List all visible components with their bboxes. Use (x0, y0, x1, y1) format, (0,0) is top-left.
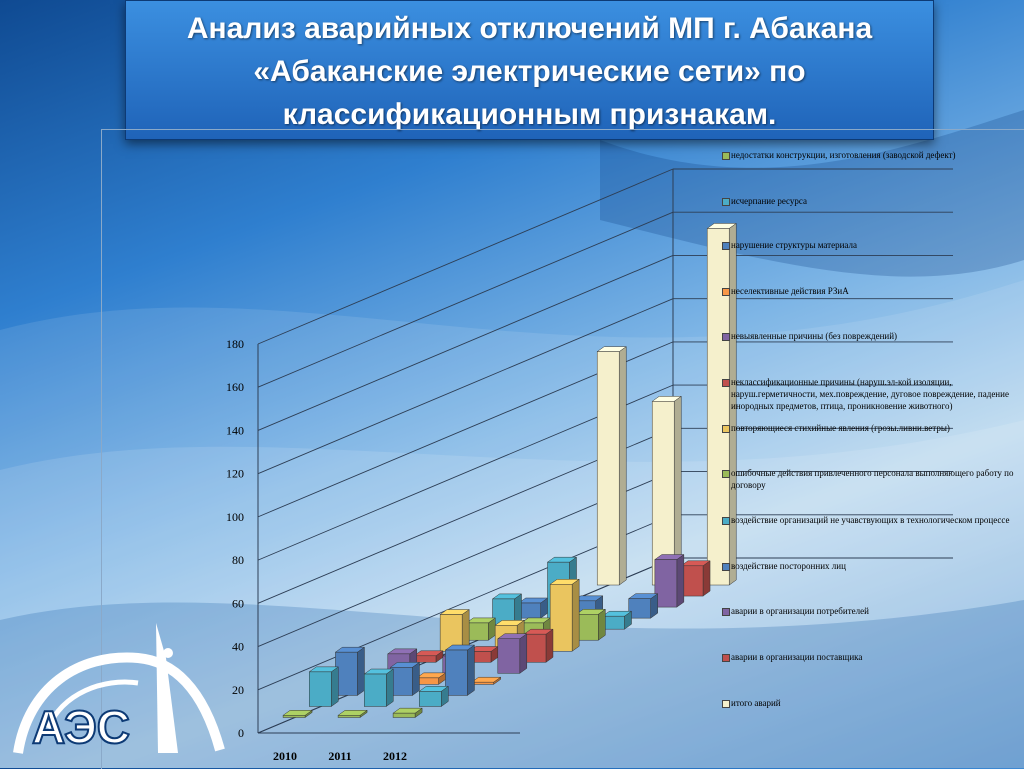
bar (498, 634, 527, 674)
legend-label: невыявленные причины (без повреждений) (731, 331, 898, 341)
bar-side (546, 629, 553, 662)
bar (390, 662, 419, 695)
y-tick-label: 0 (238, 726, 244, 740)
bar (364, 669, 393, 706)
bar (681, 561, 710, 596)
legend-label: нарушение структуры материала (731, 240, 857, 250)
bar (445, 645, 474, 695)
title-line-2: «Абаканские электрические сети» по (253, 55, 806, 88)
bar (466, 618, 495, 640)
title-line-1: Анализ аварийных отключений МП г. Абакана (186, 12, 873, 45)
bar-side (412, 662, 419, 695)
bar-front (519, 603, 541, 618)
bar (414, 651, 443, 662)
bar-front (283, 715, 305, 717)
bar-side (467, 645, 474, 695)
bar (603, 611, 632, 629)
legend-swatch (722, 654, 730, 662)
bar-front (338, 715, 360, 717)
bar (417, 673, 446, 684)
legend-label: аварии в организации потребителей (731, 606, 869, 616)
bar-front (390, 667, 412, 695)
bar (550, 579, 579, 651)
legend-label: воздействие организаций не учавствующих в технологическом процессе (731, 515, 1010, 525)
bar-front (524, 634, 546, 662)
bar-side (572, 579, 579, 651)
y-tick-label: 20 (232, 682, 244, 697)
gridline (258, 169, 673, 344)
bar (519, 598, 548, 618)
bar-front (445, 650, 467, 695)
x-category-label: 2012 (383, 749, 407, 763)
bar-front (603, 616, 625, 629)
legend-swatch (722, 242, 730, 250)
legend-swatch (722, 152, 730, 160)
legend-label: повторяющиеся стихийные явления (грозы.ливни.ветры) (731, 423, 950, 433)
legend-label: неселективные действия РЗиА (731, 286, 849, 296)
legend-swatch (722, 608, 730, 616)
bar-front (498, 639, 520, 674)
bar-front (655, 560, 677, 608)
bar-front (472, 682, 494, 684)
title-line-3: классификационным признакам. (282, 98, 777, 131)
bar-front (466, 623, 488, 640)
bar-front (576, 614, 598, 640)
bar-side (598, 609, 605, 640)
bar (472, 677, 501, 684)
y-tick-label: 60 (232, 596, 244, 611)
bar (335, 647, 364, 695)
bar (393, 708, 422, 717)
legend-swatch (722, 563, 730, 571)
bar (309, 667, 338, 707)
legend-swatch (722, 517, 730, 525)
bar (338, 710, 367, 717)
legend-label: неклассификационные причины (наруш.эл-кой изоляции, наруш.герметичности, мех.повреждение, дуговое повреждение, падение инородных предметов, птица, проникновение животного) (731, 377, 1009, 411)
y-axis-ticks (226, 337, 244, 740)
y-tick-label: 180 (226, 337, 244, 351)
legend-swatch (722, 198, 730, 206)
x-category-label: 2011 (328, 749, 352, 763)
bar-front (707, 228, 729, 585)
bars (283, 223, 736, 717)
bar-side (386, 669, 393, 706)
bar (629, 594, 658, 618)
bar-side (619, 347, 626, 585)
legend-label: недостатки конструкции, изготовления (заводской дефект) (731, 150, 956, 160)
bar-front (597, 352, 619, 585)
bar-front (419, 691, 441, 706)
bar-front (414, 656, 436, 662)
bar-front (335, 652, 357, 695)
logo-text: АЭС (32, 701, 131, 753)
bar (655, 555, 684, 608)
legend-swatch (722, 470, 730, 478)
bar (576, 609, 605, 640)
legend-label: воздействие посторонних лиц (731, 561, 846, 571)
bar-front (309, 672, 331, 707)
bar-front (393, 713, 415, 717)
bar-front (629, 599, 651, 618)
y-tick-label: 40 (232, 639, 244, 654)
legend-swatch (722, 333, 730, 341)
aes-logo (8, 618, 228, 758)
bar-front (550, 584, 572, 651)
bar (524, 629, 553, 662)
bar-side (520, 634, 527, 674)
legend-label: ошибочные действия привлеченного персонала выполняющего работу по договору (731, 468, 1014, 490)
y-tick-label: 120 (226, 466, 244, 481)
y-tick-label: 80 (232, 553, 244, 568)
legend-swatch (722, 700, 730, 708)
x-category-label: 2010 (273, 749, 297, 763)
bar (597, 347, 626, 585)
bar-front (681, 566, 703, 596)
legend-label: исчерпание ресурса (731, 196, 808, 206)
x-axis-categories (273, 749, 407, 763)
bar-front (417, 678, 439, 684)
legend-swatch (722, 379, 730, 387)
y-tick-label: 140 (226, 423, 244, 438)
legend-swatch (722, 425, 730, 433)
bar (283, 710, 312, 717)
bar-side (677, 555, 684, 608)
bar (419, 686, 448, 706)
legend-swatch (722, 288, 730, 296)
bar-front (364, 674, 386, 706)
legend-label: итого аварий (731, 698, 781, 708)
bar-side (357, 647, 364, 695)
bar-side (703, 561, 710, 596)
legend-label: аварии в организации поставщика (731, 652, 863, 662)
bar-side (331, 667, 338, 707)
y-tick-label: 100 (226, 509, 244, 524)
y-tick-label: 160 (226, 380, 244, 395)
